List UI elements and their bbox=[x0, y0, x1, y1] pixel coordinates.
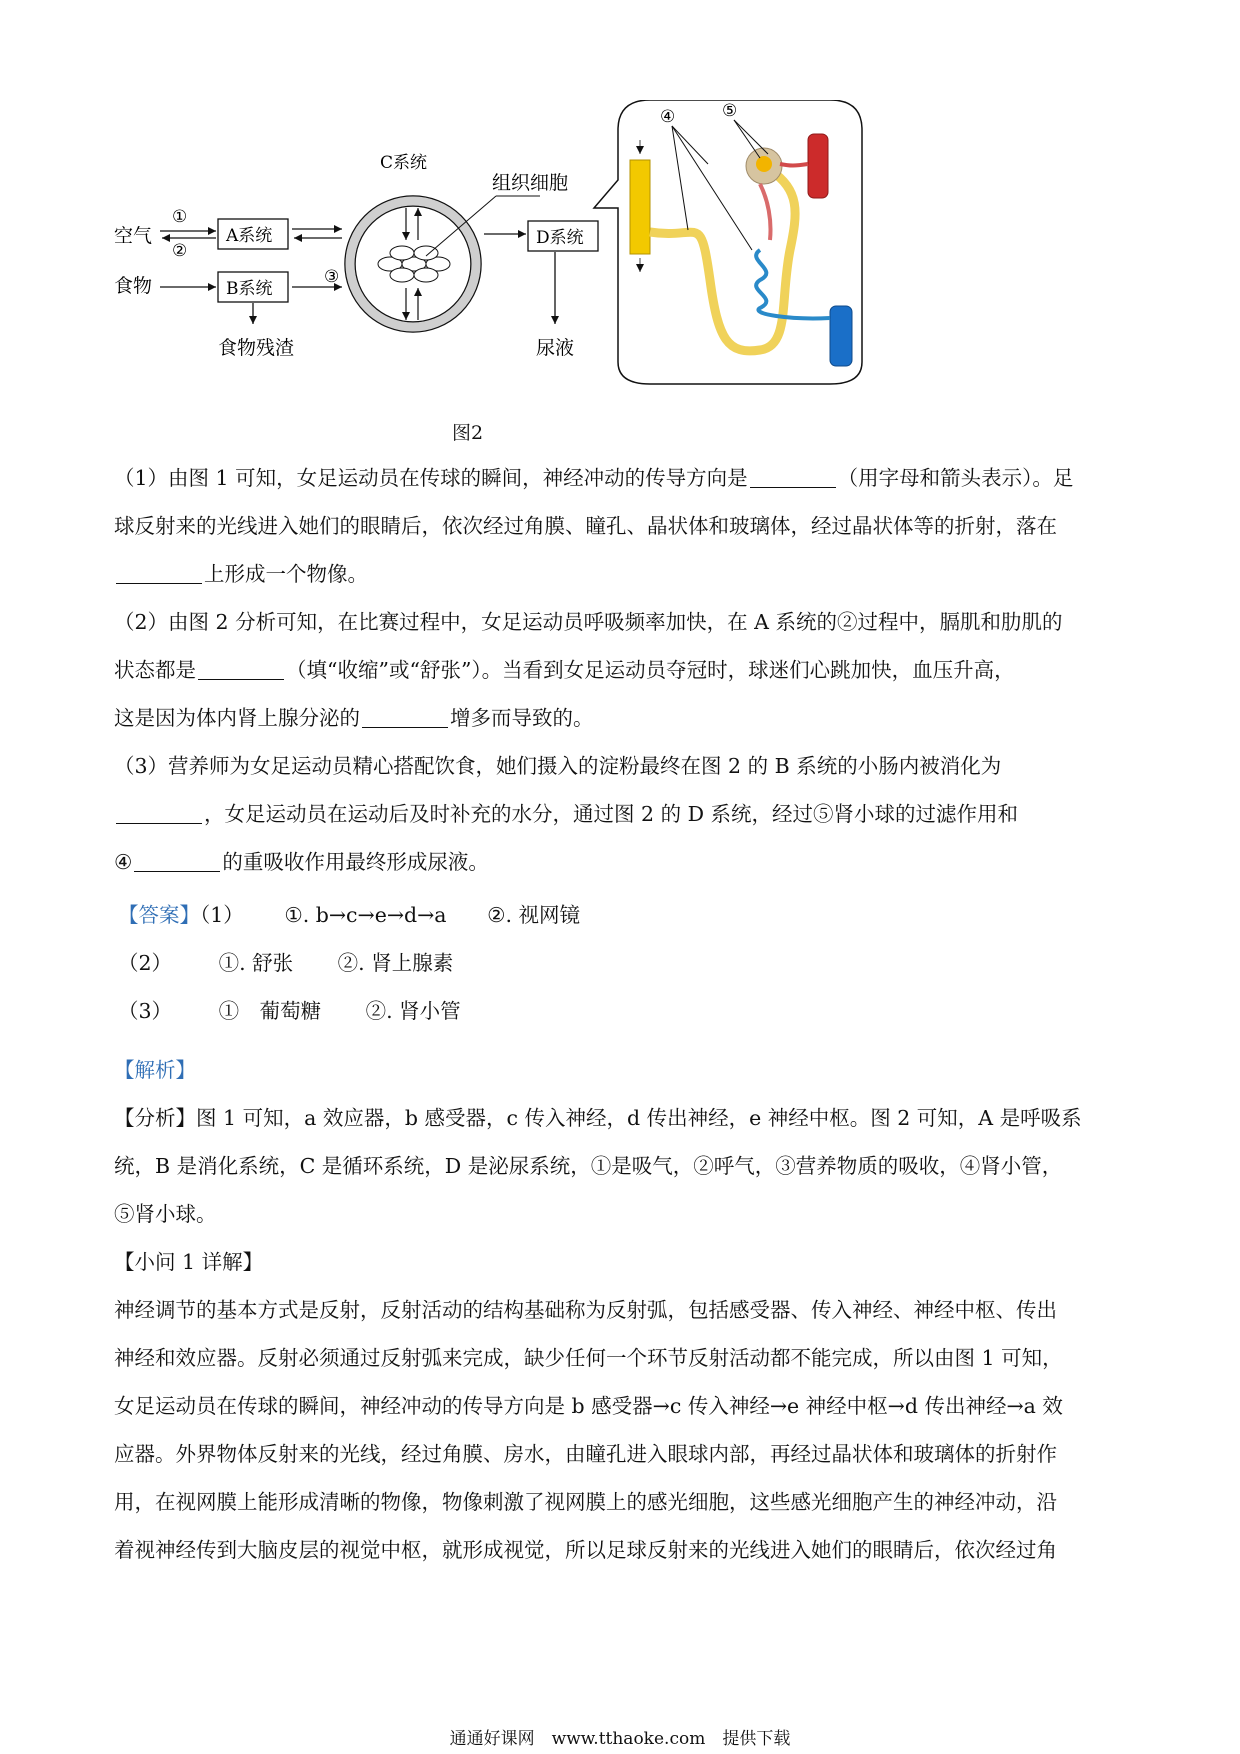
collecting-duct bbox=[630, 160, 650, 254]
answer-blank[interactable] bbox=[116, 560, 202, 584]
page-footer: 通通好课网 www.tthaoke.com 提供下载 bbox=[449, 1729, 791, 1749]
analysis-line: 女足运动员在传球的瞬间，神经冲动的传导方向是 b 感受器→c 传入神经→e 神经中枢→d 传出神经→a 效 bbox=[114, 1394, 1063, 1418]
glomerulus bbox=[756, 156, 772, 172]
analysis-line: 神经调节的基本方式是反射，反射活动的结构基础称为反射弧，包括感受器、传入神经、神经中枢、传出 bbox=[114, 1298, 1057, 1322]
subquestion-heading: 【小问 1 详解】 bbox=[114, 1250, 264, 1274]
answer-blank[interactable] bbox=[198, 656, 284, 680]
a-system-label: A系统 bbox=[226, 226, 273, 246]
answer-2-2: ②. 肾上腺素 bbox=[337, 951, 454, 975]
tissue-cell bbox=[390, 268, 414, 282]
question-1-line-2: 球反射来的光线进入她们的眼睛后，依次经过角膜、瞳孔、晶状体和玻璃体，经过晶状体等的折射，落在 bbox=[114, 514, 1057, 538]
process-3-label: ③ bbox=[324, 267, 340, 287]
tissue-cell bbox=[414, 268, 438, 282]
question-1-line-3: 上形成一个物像。 bbox=[114, 550, 1124, 599]
answer-blank[interactable] bbox=[134, 848, 220, 872]
answer-row-2: （2） ①. 舒张 ②. 肾上腺素 bbox=[118, 951, 454, 975]
air-label: 空气 bbox=[114, 225, 153, 247]
tissue-cells-label: 组织细胞 bbox=[492, 172, 569, 194]
answer-blank[interactable] bbox=[116, 800, 202, 824]
analysis-line: 用，在视网膜上能形成清晰的物像，物像刺激了视网膜上的感光细胞，这些感光细胞产生的神经冲动，沿 bbox=[114, 1490, 1057, 1514]
answer-2-1: ①. 舒张 bbox=[218, 951, 294, 975]
question-2-line-1: （2）由图 2 分析可知，在比赛过程中，女足运动员呼吸频率加快，在 A 系统的②过程中，膈肌和肋肌的 bbox=[114, 610, 1063, 634]
question-2-line-3: 这是因为体内肾上腺分泌的 增多而导致的。 bbox=[114, 706, 594, 730]
food-residue-label: 食物残渣 bbox=[218, 337, 295, 359]
question-1-line-1: （1）由图 1 可知，女足运动员在传球的瞬间，神经冲动的传导方向是 （用字母和箭头表示）。足 bbox=[114, 466, 1074, 490]
analysis-line: 应器。外界物体反射来的光线，经过角膜、房水，由瞳孔进入眼球内部，再经过晶状体和玻璃体的折射作 bbox=[114, 1442, 1057, 1466]
question-3-line-1: （3）营养师为女足运动员精心搭配饮食，她们摄入的淀粉最终在图 2 的 B 系统的小肠内被消化为 bbox=[114, 754, 1002, 778]
answer-row-3: （3） ① 葡萄糖 ②. 肾小管 bbox=[118, 999, 461, 1023]
answer-blank[interactable] bbox=[362, 704, 448, 728]
answer-3-1: ① 葡萄糖 bbox=[218, 999, 322, 1023]
d-system-label: D系统 bbox=[536, 228, 584, 248]
renal-vein bbox=[830, 306, 852, 366]
analysis-line: 着视神经传到大脑皮层的视觉中枢，就形成视觉，所以足球反射来的光线进入她们的眼睛后，依次经过角 bbox=[114, 1538, 1057, 1562]
analysis-line: 【分析】图 1 可知，a 效应器，b 感受器，c 传入神经，d 传出神经，e 神经中枢。图 2 可知，A 是呼吸系 bbox=[114, 1106, 1082, 1130]
analysis-tag: 【解析】 bbox=[114, 1058, 196, 1082]
analysis-line: ⑤肾小球。 bbox=[114, 1202, 217, 1226]
answer-tag: 【答案】 bbox=[118, 903, 200, 927]
figure-2-diagram bbox=[100, 100, 980, 440]
circle-5-label: ⑤ bbox=[722, 101, 738, 121]
analysis-line: 神经和效应器。反射必须通过反射弧来完成，缺少任何一个环节反射活动都不能完成，所以由图 1 可知， bbox=[114, 1346, 1063, 1370]
renal-artery bbox=[808, 134, 828, 198]
question-3-line-2: ，女足运动员在运动后及时补充的水分，通过图 2 的 D 系统，经过⑤肾小球的过滤作用和 bbox=[114, 790, 1124, 839]
answer-1-2: ②. 视网镜 bbox=[487, 903, 580, 927]
food-label: 食物 bbox=[114, 275, 153, 297]
afferent-arteriole bbox=[780, 164, 808, 166]
tissue-cell bbox=[390, 246, 414, 260]
tissue-cell bbox=[414, 246, 438, 260]
answer-blank[interactable] bbox=[750, 464, 836, 488]
question-3-line-3: ④ 的重吸收作用最终形成尿液。 bbox=[114, 850, 489, 874]
c-system-label: C系统 bbox=[380, 153, 428, 173]
analysis-line: 统，B 是消化系统，C 是循环系统，D 是泌尿系统，①是吸气，②呼气，③营养物质的吸收，④肾小管， bbox=[114, 1154, 1063, 1178]
b-system-label: B系统 bbox=[226, 279, 273, 299]
process-1-label: ① bbox=[172, 207, 188, 227]
answer-3-2: ②. 肾小管 bbox=[365, 999, 461, 1023]
figure-caption: 图2 bbox=[452, 422, 484, 444]
answer-1-1: ①. b→c→e→d→a bbox=[284, 903, 447, 927]
question-2-line-2: 状态都是 （填“收缩”或“舒张”）。当看到女足运动员夺冠时，球迷们心跳加快，血压升高， bbox=[114, 658, 1015, 682]
urine-label: 尿液 bbox=[536, 337, 575, 359]
answer-row-1: 【答案】（1） ①. b→c→e→d→a ②. 视网镜 bbox=[118, 903, 580, 927]
process-2-label: ② bbox=[172, 241, 188, 261]
circle-4-label: ④ bbox=[660, 107, 676, 127]
